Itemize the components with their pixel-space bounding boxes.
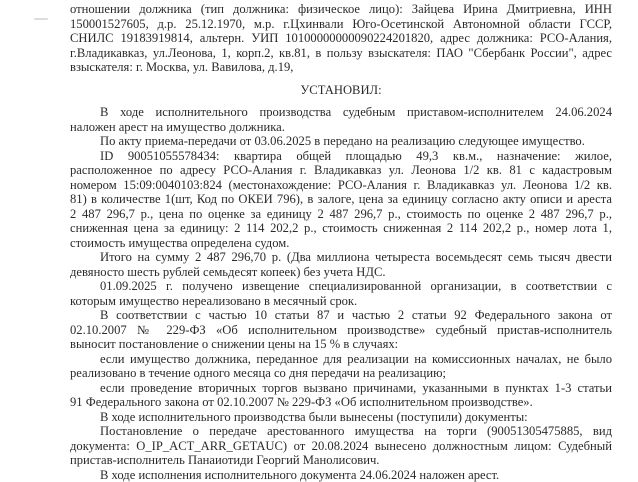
text-line: 2 487 296,7 р., цена по оценке за единицу 2 487 296,7 р., стоимость по оценке 2 487 296,7 р.,: [70, 207, 612, 222]
text-line: наложен арест на имущество должника.: [70, 120, 612, 135]
text-line: 02.10.2007 № 229-ФЗ «Об исполнительном производстве» судебный пристав-исполнитель: [70, 323, 612, 338]
section-heading: УСТАНОВИЛ:: [70, 83, 612, 98]
text-line: По акту приема-передачи от 03.06.2025 в передано на реализацию следующее имущество.: [70, 134, 612, 149]
text-line: Постановление о передаче арестованного имущества на торги (90051305475885, вид: [70, 424, 612, 439]
text-line: пристав-исполнитель Панаиотиди Георгий Манолисович.: [70, 453, 612, 468]
text-line: взыскателя: г. Москва, ул. Вавилова, д.19,: [70, 60, 612, 75]
text-line: реализовано в течение одного месяца со дня передачи на реализацию;: [70, 366, 612, 381]
document-body: [70, 2, 612, 482]
text-line: В ходе исполнения исполнительного документа 24.06.2024 наложен арест.: [70, 468, 612, 482]
text-line: документа: O_IP_ACT_ARR_GETAUC) от 20.08.2024 вынесено должностным лицом: Судебный: [70, 439, 612, 454]
text-line: расположенное по адресу РСО-Алания г. Владикавказ ул. Леонова 1/2 кв. 81 с кадастровым: [70, 163, 612, 178]
text-line: отношении должника (тип должника: физическое лицо): Зайцева Ирина Дмитриевна, ИНН: [70, 2, 612, 17]
text-line: г.Владикавказ, ул.Леонова, 1, корп.2, кв.81, в пользу взыскателя: ПАО "Сбербанк России", адрес: [70, 46, 612, 61]
text-line: девяносто шесть рублей семьдесят копеек) без учета НДС.: [70, 265, 612, 280]
text-line: выносит постановление о снижении цены на 15 % в случаях:: [70, 337, 612, 352]
text-line: если имущество должника, переданное для реализации на комиссионных началах, не было: [70, 352, 612, 367]
text-line: 150001527605, д.р. 25.12.1970, м.р. г.Цхинвали Юго-Осетинской Автономной области ГССР,: [70, 17, 612, 32]
text-line: если проведение вторичных торгов вызвано причинами, указанными в пунктах 1-3 статьи: [70, 381, 612, 396]
text-line: стоимость имущества определена судом.: [70, 236, 612, 251]
text-line: В соответствии с частью 10 статьи 87 и частью 2 статьи 92 Федерального закона от: [70, 308, 612, 323]
spacer: [70, 75, 612, 83]
text-line: В ходе исполнительного производства судебным приставом-исполнителем 24.06.2024: [70, 105, 612, 120]
scan-artifact: [34, 18, 48, 20]
spacer: [70, 97, 612, 105]
text-line: ID 90051055578434: квартира общей площадью 49,3 кв.м., назначение: жилое,: [70, 149, 612, 164]
text-line: СНИЛС 19183919814, альтерн. УИП 10100000000090224201820, адрес должника: РСО-Алания,: [70, 31, 612, 46]
text-line: 91 Федерального закона от 02.10.2007 № 229-ФЗ «Об исполнительном производстве».: [70, 395, 612, 410]
text-line: 01.09.2025 г. получено извещение специализированной организации, в соответствии с: [70, 279, 612, 294]
text-line: сниженная цена за единицу: 2 114 202,2 р., стоимость сниженная 2 114 202,2 р., номер лота 1,: [70, 221, 612, 236]
text-line: В ходе исполнительного производства были вынесены (поступили) документы:: [70, 410, 612, 425]
text-line: которым имущество нереализовано в месячный срок.: [70, 294, 612, 309]
text-line: 81) в количестве 1(шт, Код по ОКЕИ 796), в залоге, цена за единицу согласно акту описи и ареста: [70, 192, 612, 207]
text-line: номером 15:09:0040103:824 (местонахождение: РСО-Алания г. Владикавказ ул. Леонова 1/2 кв.: [70, 178, 612, 193]
text-line: Итого на сумму 2 487 296,70 р. (Два миллиона четыреста восемьдесят семь тысяч двести: [70, 250, 612, 265]
